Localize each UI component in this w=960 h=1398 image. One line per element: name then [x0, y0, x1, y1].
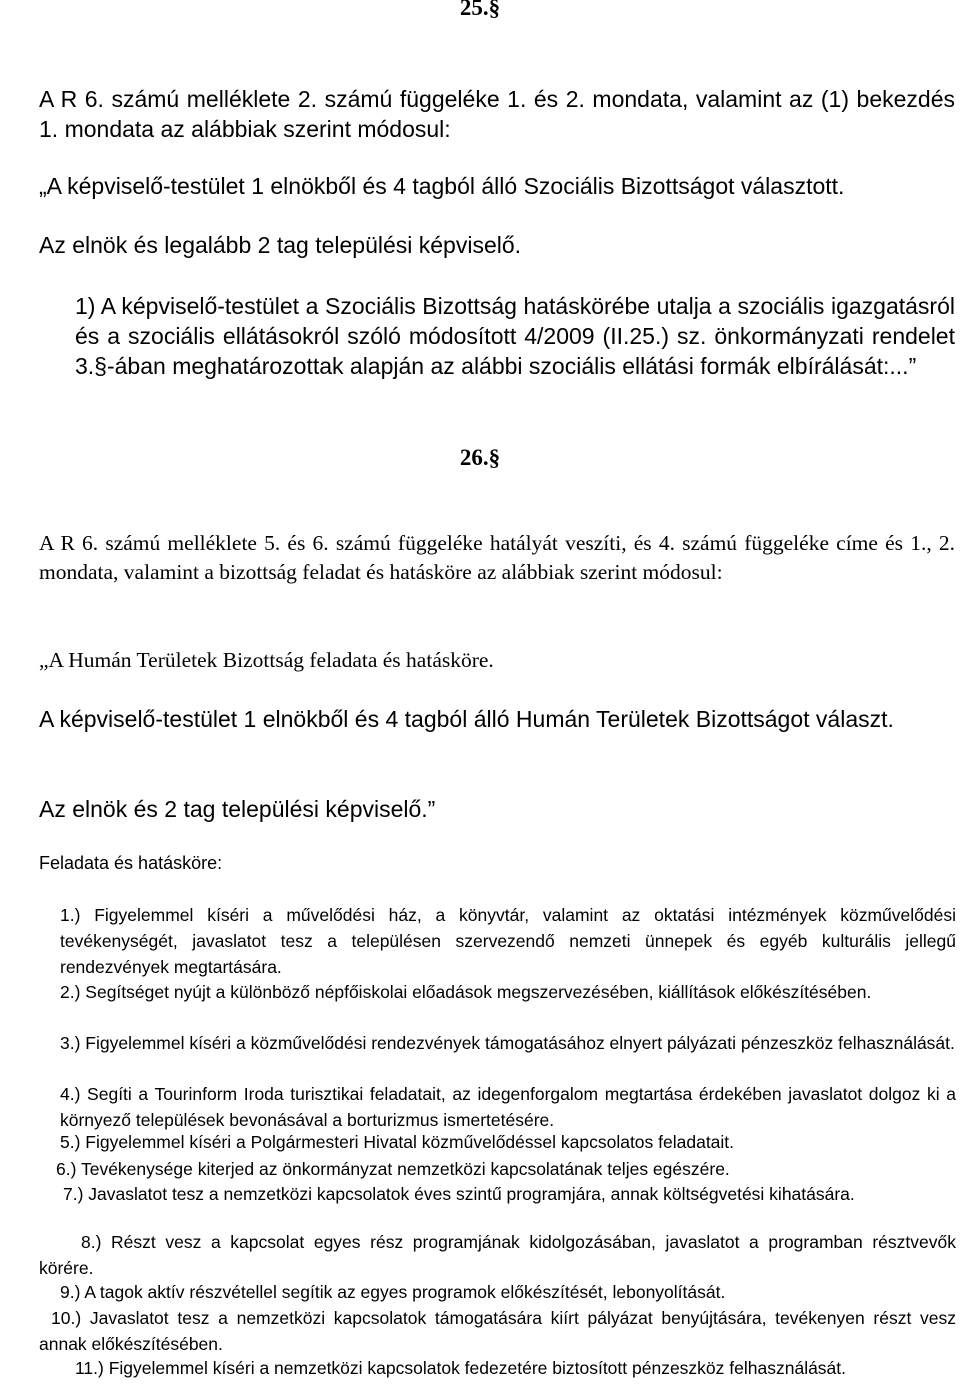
section-26-paragraph-4: Az elnök és 2 tag települési képviselő.” — [39, 796, 436, 822]
task-item-11: 11.) Figyelemmel kíséri a nemzetközi kapcsolatok fedezetére biztosított pénzeszköz felhasználását. — [75, 1358, 847, 1378]
section-25-item-1: 1) A képviselő-testület a Szociális Bizottság hatáskörébe utalja a szociális igazgatásról és a szociális ellátásokról szóló módosított 4/2009 (II.25.) sz. önkormányzati rendelet 3.§-ában meghatározottak alapján az alábbi szociális ellátási formák elbírálását:...” — [75, 293, 955, 379]
task-item-5: 5.) Figyelemmel kíséri a Polgármesteri Hivatal közművelődéssel kapcsolatos feladatait. — [60, 1132, 735, 1152]
section-25-paragraph-1: A R 6. számú melléklete 2. számú függeléke 1. és 2. mondata, valamint az (1) bekezdés 1. mondata az alábbiak szerint módosul: — [39, 86, 955, 142]
task-item-2: 2.) Segítséget nyújt a különböző népfőiskolai előadások megszervezésében, kiállítások előkészítésében. — [60, 982, 872, 1002]
section-26-heading: 26.§ — [459, 445, 501, 470]
section-25-quote-start: „A képviselő-testület 1 elnökből és 4 tagból álló Szociális Bizottságot választott. — [39, 173, 845, 199]
task-item-3: 3.) Figyelemmel kíséri a közművelődési rendezvények támogatásához elnyert pályázati pénzeszköz felhasználását. — [60, 1033, 955, 1053]
task-item-4: 4.) Segíti a Tourinform Iroda turisztikai feladatait, az idegenforgalom megtartása érdekében javaslatot dolgoz ki a környező települések bevonásával a borturizmus ismertetésére. — [60, 1084, 956, 1130]
tasks-heading: Feladata és hatásköre: — [39, 853, 223, 873]
section-26-quote-start: „A Humán Területek Bizottság feladata és hatásköre. — [39, 648, 494, 672]
task-item-7: 7.) Javaslatot tesz a nemzetközi kapcsolatok éves szintű programjára, annak költségvetési kihatására. — [63, 1184, 855, 1204]
task-item-9: 9.) A tagok aktív részvétellel segítik az egyes programok előkészítését, lebonyolítását. — [60, 1282, 726, 1302]
task-item-8: 8.) Részt vesz a kapcsolat egyes rész programjának kidolgozásában, javaslatot a programban résztvevők körére. — [39, 1232, 956, 1278]
section-25-paragraph-3: Az elnök és legalább 2 tag települési képviselő. — [39, 232, 522, 258]
task-item-10: 10.) Javaslatot tesz a nemzetközi kapcsolatok támogatására kiírt pályázat benyújtására, tevékenyen részt vesz annak előkészítésében. — [39, 1308, 956, 1354]
task-item-6: 6.) Tevékenysége kiterjed az önkormányzat nemzetközi kapcsolatának teljes egészére. — [56, 1159, 730, 1179]
task-item-1: 1.) Figyelemmel kíséri a művelődési ház, a könyvtár, valamint az oktatási intézmények közművelődési tevékenységét, javaslatot tesz a településen szervezendő nemzeti ünnepek és egyéb kulturális jellegű rendezvények megtartására. — [60, 905, 956, 977]
section-26-paragraph-1: A R 6. számú melléklete 5. és 6. számú függeléke hatályát veszíti, és 4. számú függeléke címe és 1., 2. mondata, valamint a bizottság feladat és hatásköre az alábbiak szerint módosul: — [39, 531, 955, 584]
section-26-paragraph-3: A képviselő-testület 1 elnökből és 4 tagból álló Humán Területek Bizottságot választ. — [39, 706, 894, 732]
section-25-heading: 25.§ — [459, 0, 501, 20]
